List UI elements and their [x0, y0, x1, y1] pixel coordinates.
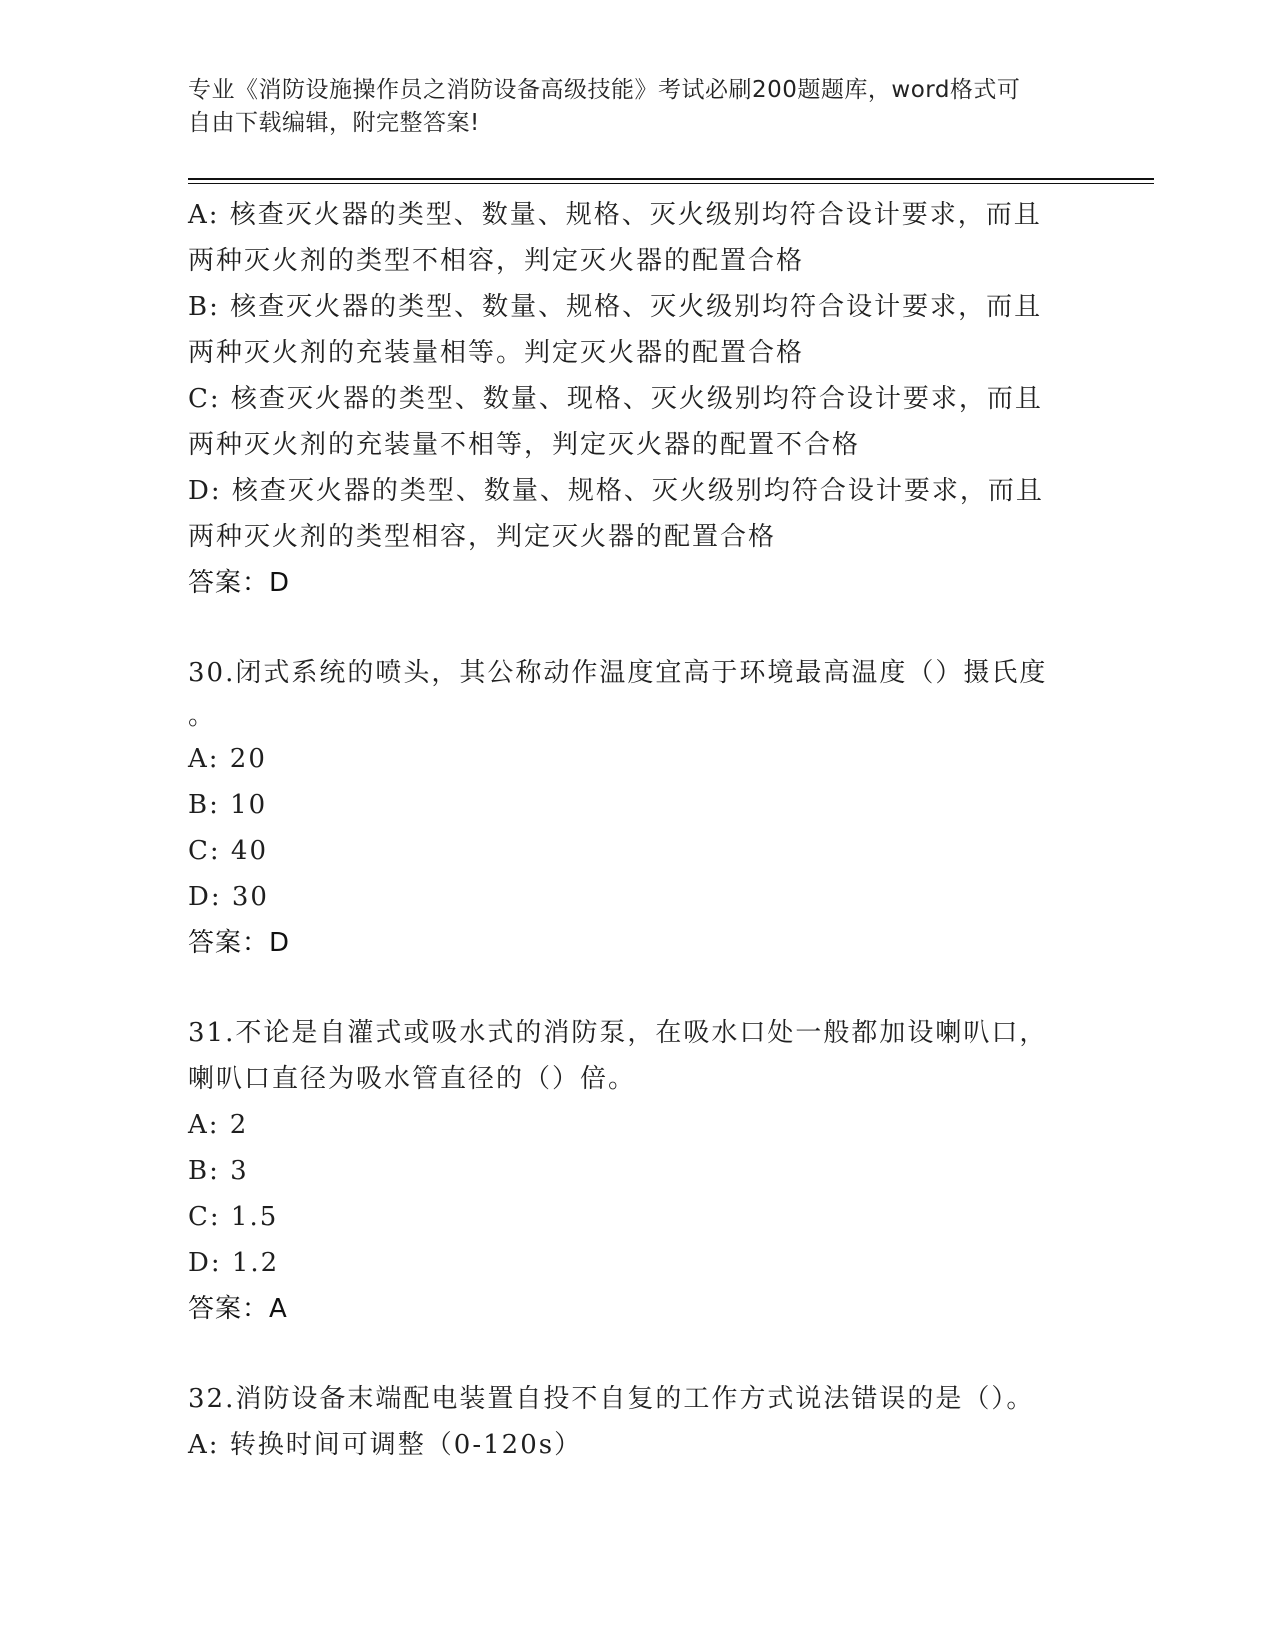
q31-option-c: C: 1.5 — [188, 1202, 279, 1232]
question-31 — [188, 1010, 1088, 1332]
q31-answer: 答案：A — [188, 1294, 288, 1324]
question-29 — [188, 192, 1088, 606]
question-32 — [188, 1376, 1088, 1468]
q30-stem-line2: 。 — [188, 701, 217, 731]
q30-option-b: B: 10 — [188, 790, 268, 820]
q31-option-d: D: 1.2 — [188, 1248, 280, 1278]
header-line-1: 专业《消防设施操作员之消防设备高级技能》考试必刷200题题库，word格式可 — [188, 77, 1021, 103]
q29-option-b-line2: 两种灭火剂的充装量相等。判定灭火器的配置合格 — [188, 338, 805, 368]
q29-option-d-line1: D: 核查灭火器的类型、数量、规格、灭火级别均符合设计要求，而且 — [188, 476, 1044, 506]
q30-option-a: A: 20 — [188, 744, 267, 774]
header-divider-thin — [188, 183, 1154, 184]
q31-stem-line2: 喇叭口直径为吸水管直径的（）倍。 — [188, 1064, 637, 1094]
q30-option-d: D: 30 — [188, 882, 269, 912]
document-body — [188, 192, 1088, 1468]
header-divider-thick — [188, 178, 1154, 180]
q30-option-c: C: 40 — [188, 836, 269, 866]
q29-option-b-line1: B: 核查灭火器的类型、数量、规格、灭火级别均符合设计要求，而且 — [188, 292, 1043, 322]
document-header — [188, 74, 1068, 140]
q29-option-c-line1: C: 核查灭火器的类型、数量、现格、灭火级别均符合设计要求，而且 — [188, 384, 1043, 414]
q32-option-a: A: 转换时间可调整（0-120s） — [188, 1430, 583, 1460]
q29-option-a-line2: 两种灭火剂的类型不相容，判定灭火器的配置合格 — [188, 246, 805, 276]
header-line-2: 自由下载编辑，附完整答案! — [188, 110, 480, 136]
question-30 — [188, 650, 1088, 966]
q30-stem-line1: 30.闭式系统的喷头，其公称动作温度宜高于环境最高温度（）摄氏度 — [188, 658, 1048, 688]
q31-option-a: A: 2 — [188, 1110, 249, 1140]
q31-option-b: B: 3 — [188, 1156, 249, 1186]
q30-answer: 答案：D — [188, 928, 291, 958]
q29-option-c-line2: 两种灭火剂的充装量不相等，判定灭火器的配置不合格 — [188, 430, 861, 460]
q29-answer: 答案：D — [188, 568, 291, 598]
q32-stem-line1: 32.消防设备末端配电装置自投不自复的工作方式说法错误的是（）。 — [188, 1384, 1035, 1414]
q29-option-d-line2: 两种灭火剂的类型相容，判定灭火器的配置合格 — [188, 522, 777, 552]
q29-option-a-line1: A: 核查灭火器的类型、数量、规格、灭火级别均符合设计要求，而且 — [188, 200, 1042, 230]
q31-stem-line1: 31.不论是自灌式或吸水式的消防泵，在吸水口处一般都加设喇叭口， — [188, 1018, 1048, 1048]
